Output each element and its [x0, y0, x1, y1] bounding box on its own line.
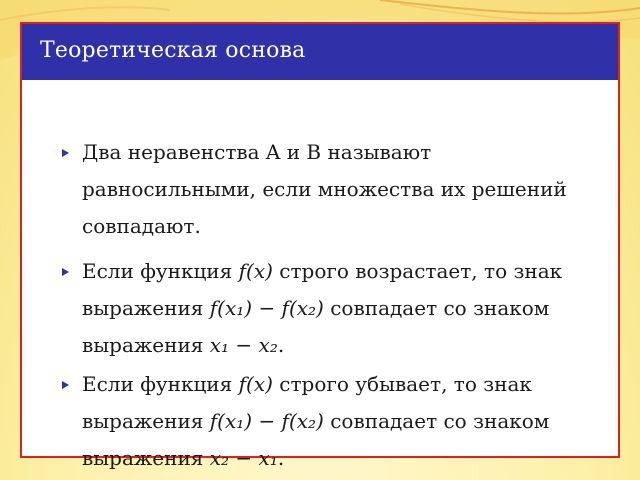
- slide-header: [22, 24, 618, 80]
- bullet-text: строго убывает, то знак выражения: [82, 372, 532, 433]
- bullet-text: совпадает со знаком выражения: [82, 296, 550, 357]
- bullet-text: Если функция: [82, 259, 239, 283]
- slide-title: Теоретическая основа: [40, 38, 306, 63]
- bullet-item-3: [82, 366, 592, 477]
- bullet-item-2: [82, 253, 592, 364]
- slide-frame: [20, 22, 620, 470]
- math-expression: f(x): [238, 372, 273, 396]
- bullet-arrow-icon: [62, 381, 69, 389]
- bullet-text: совпадает со знаком выражения: [82, 409, 550, 470]
- math-expression: f(x₁) − f(x₂): [209, 409, 324, 433]
- bullet-text: Если функция: [82, 372, 239, 396]
- bullet-text: строго возрастает, то знак выражения: [82, 259, 563, 320]
- math-expression: x₂ − x₁: [209, 446, 278, 470]
- math-expression: f(x): [238, 259, 273, 283]
- bullet-arrow-icon: [62, 268, 69, 276]
- bullet-text: .: [277, 333, 285, 357]
- bullet-item-1: [82, 134, 592, 245]
- bullet-arrow-icon: [62, 149, 69, 157]
- math-expression: f(x₁) − f(x₂): [209, 296, 324, 320]
- math-expression: x₁ − x₂: [209, 333, 278, 357]
- bullet-text: Два неравенства A и B называют равносильными, если множества их решений совпадают.: [82, 140, 567, 238]
- bullet-text: .: [277, 446, 285, 470]
